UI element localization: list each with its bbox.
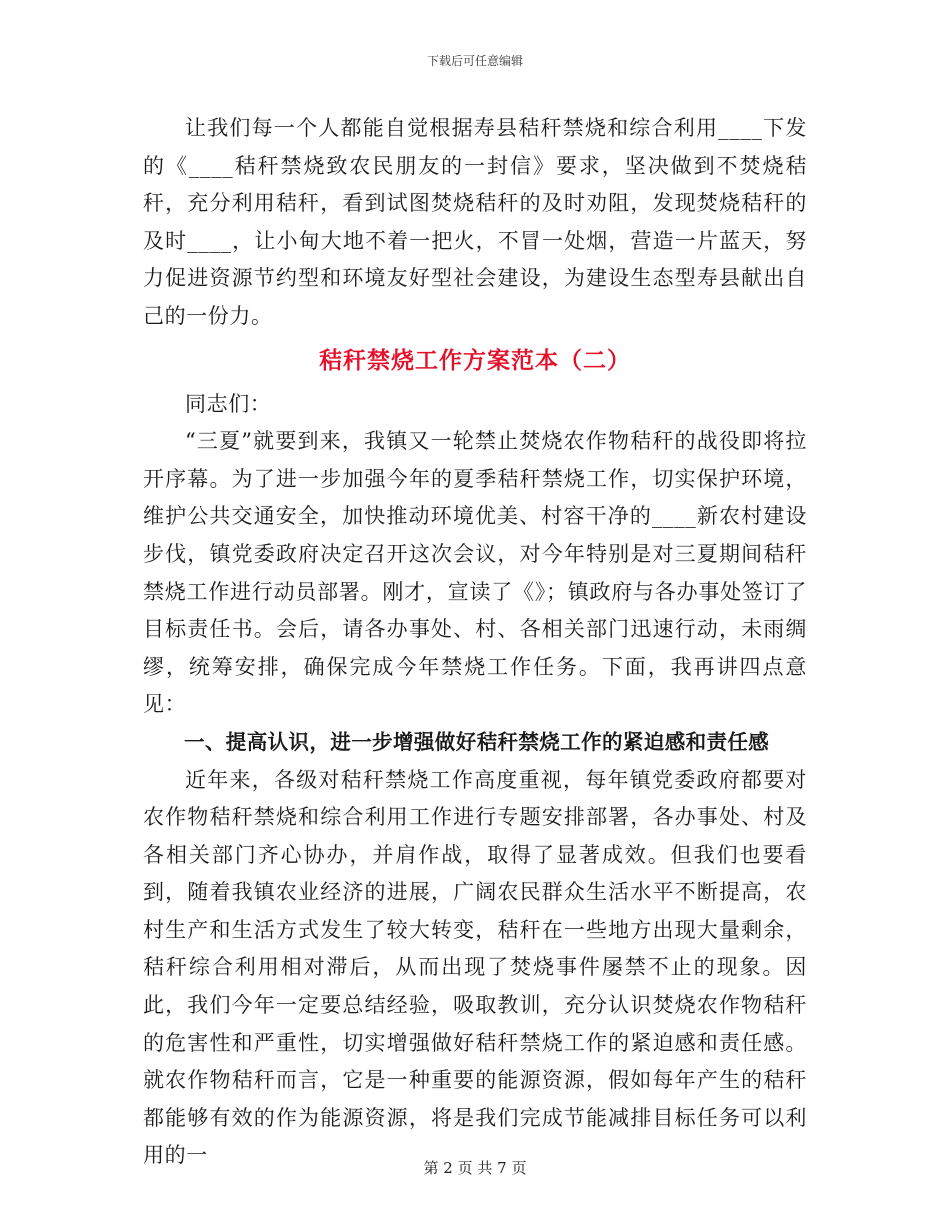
section-title: 秸秆禁烧工作方案范本（二） — [319, 346, 631, 374]
paragraph-point-one: 近年来，各级对秸秆禁烧工作高度重视，每年镇党委政府都要对农作物秸秆禁烧和综合利用工作进行专题安排部署，各办事处、村及各相关部门齐心协办，并肩作战，取得了显著成效。但我们也要看到，随着我镇农业经济的进展，广阔农民群众生活水平不断提高，农村生产和生活方式发生了较大转变，秸秆在一些地方出现大量剩余，秸秆综合利用相对滞后，从而出现了焚烧事件屡禁不止的现象。因此，我们今年一定要总结经验，吸取教训，充分认识焚烧农作物秸秆的危害性和严重性，切实增强做好秸秆禁烧工作的紧迫感和责任感。就农作物秸秆而言，它是一种重要的能源资源，假如每年产生的秸秆都能够有效的作为能源资源，将是我们完成节能减排目标任务可以利用的一 — [143, 767, 807, 1168]
heading-point-one: 一、提高认识，进一步增强做好秸秆禁烧工作的紧迫感和责任感 — [184, 729, 770, 754]
paragraph-intro: 让我们每一个人都能自觉根据寿县秸秆禁烧和综合利用____下发的《____秸秆禁烧致农民朋友的一封信》要求，坚决做到不焚烧秸秆，充分利用秸秆，看到试图焚烧秸秆的及时劝阻，发现焚烧秸秆的及时____，让小甸大地不着一把火，不冒一处烟，营造一片蓝天，努力促进资源节约型和环境友好型社会建设，为建设生态型寿县献出自己的一份力。 — [143, 116, 807, 328]
page-number: 第 2 页 共 7 页 — [423, 1159, 527, 1177]
salutation: 同志们： — [185, 391, 272, 416]
paragraph-mobilization: “三夏”就要到来，我镇又一轮禁止焚烧农作物秸秆的战役即将拉开序幕。为了进一步加强今年的夏季秸秆禁烧工作，切实保护环境，维护公共交通安全，加快推动环境优美、村容干净的____新农村建设步伐，镇党委政府决定召开这次会议，对今年特别是对三夏期间秸秆禁烧工作进行动员部署。刚才，宣读了《》；镇政府与各办事处签订了目标责任书。会后，请各办事处、村、各相关部门迅速行动，未雨绸缪，统筹安排，确保完成今年禁烧工作任务。下面，我再讲四点意见： — [143, 429, 807, 717]
page-header: 下载后可任意编辑 — [426, 54, 523, 68]
document-body — [143, 110, 807, 1175]
